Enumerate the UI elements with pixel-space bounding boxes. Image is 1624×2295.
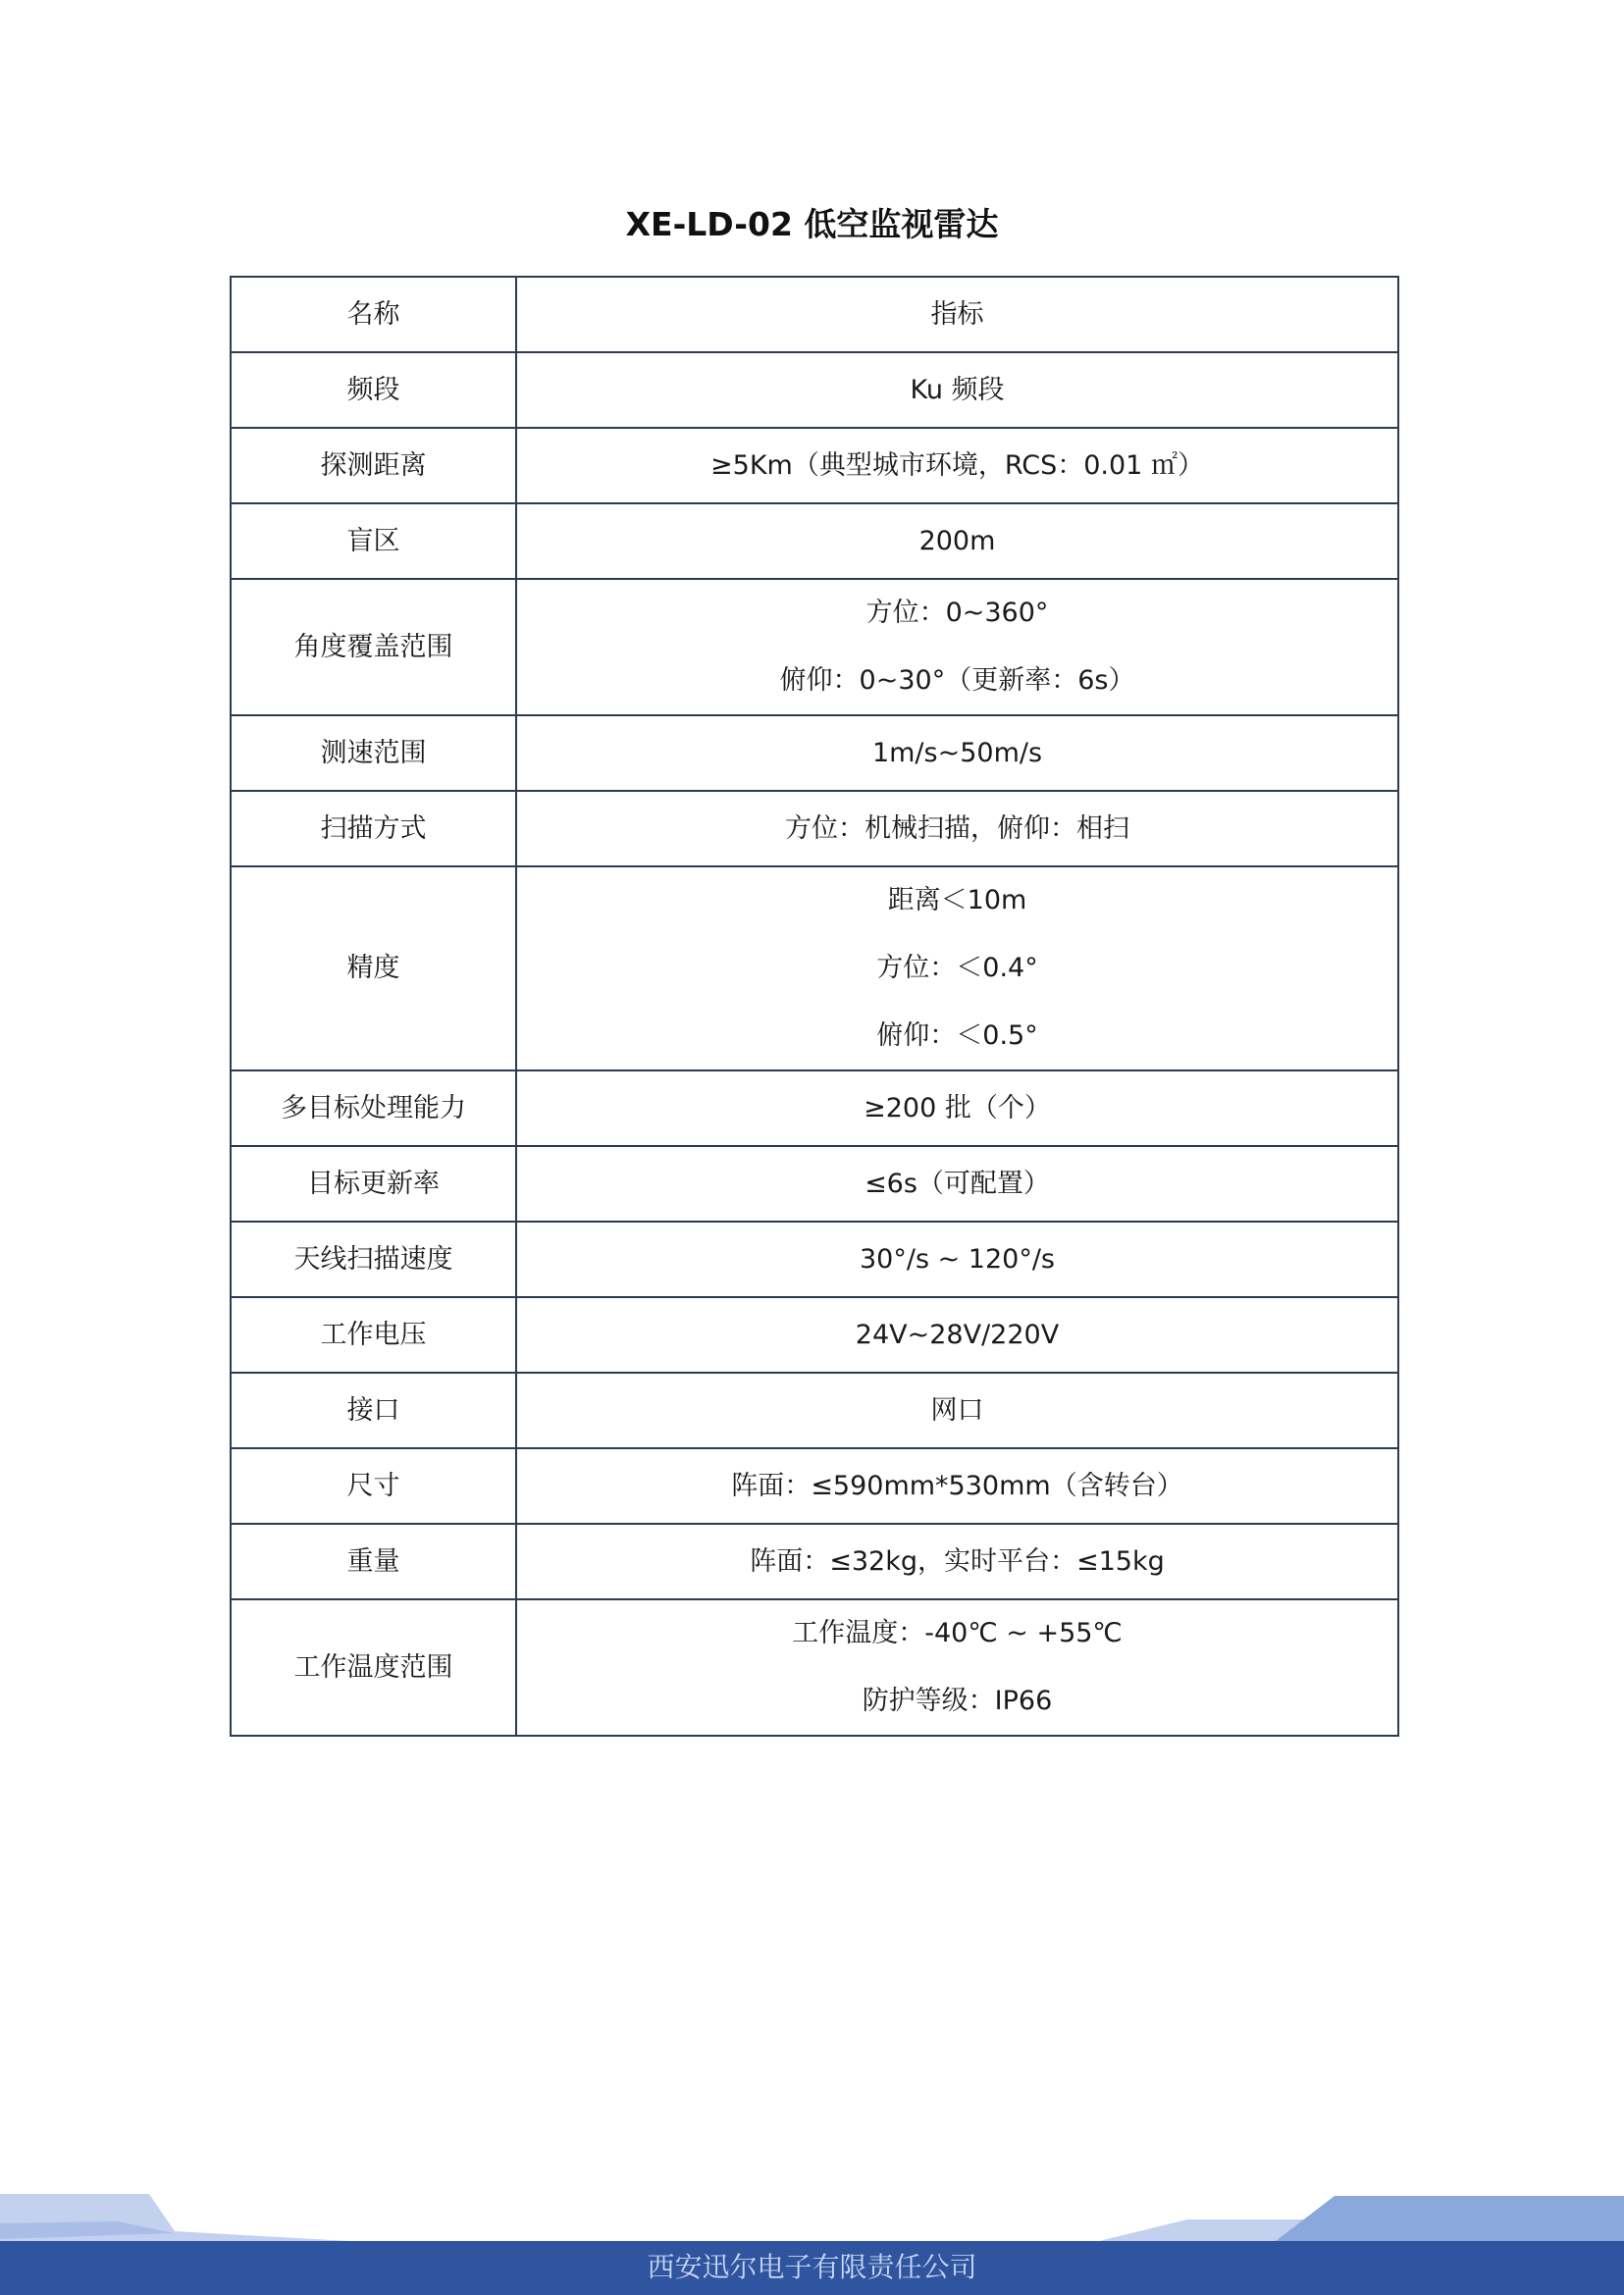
spec-name: 接口 [231, 1373, 516, 1448]
table-row [231, 1146, 1398, 1222]
spec-value-line: Ku 频段 [910, 374, 1005, 405]
spec-name: 工作温度范围 [231, 1599, 516, 1736]
spec-value-line: 距离＜10m [887, 885, 1027, 915]
spec-name: 工作电压 [231, 1297, 516, 1373]
spec-name: 扫描方式 [231, 791, 516, 866]
header-value-cell: 指标 [516, 277, 1398, 352]
page-title: XE-LD-02 低空监视雷达 [625, 205, 999, 243]
spec-value [516, 352, 1398, 428]
spec-name: 精度 [231, 866, 516, 1070]
spec-value [516, 1146, 1398, 1222]
spec-name: 探测距离 [231, 428, 516, 503]
spec-value [516, 428, 1398, 503]
spec-name: 目标更新率 [231, 1146, 516, 1222]
spec-value [516, 1297, 1398, 1373]
table-row [231, 428, 1398, 503]
spec-value-line: 200m [918, 525, 996, 556]
table-row [231, 1524, 1398, 1599]
spec-value-line: 方位：0~360° [865, 598, 1049, 628]
spec-value [516, 503, 1398, 579]
spec-value-line: 30°/s ~ 120°/s [859, 1243, 1055, 1275]
spec-value-line: ≥5Km（典型城市环境，RCS：0.01 ㎡） [710, 449, 1204, 481]
spec-name: 频段 [231, 352, 516, 428]
spec-value [516, 791, 1398, 866]
footer-company-name: 西安迅尔电子有限责任公司 [647, 2251, 977, 2283]
spec-value [516, 1599, 1398, 1736]
spec-value-line: 方位：机械扫描，俯仰：相扫 [785, 812, 1129, 844]
table-row [231, 1599, 1398, 1736]
table-row [231, 791, 1398, 866]
spec-value [516, 866, 1398, 1070]
table-row [231, 1297, 1398, 1373]
spec-name: 盲区 [231, 503, 516, 579]
table-row [231, 352, 1398, 428]
spec-value-line: 方位：＜0.4° [876, 953, 1038, 983]
table-row [231, 1448, 1398, 1524]
table-row [231, 1373, 1398, 1448]
spec-value [516, 579, 1398, 715]
spec-table [230, 276, 1399, 1737]
spec-value-line: 1m/s~50m/s [871, 737, 1043, 768]
spec-value [516, 715, 1398, 791]
spec-name: 多目标处理能力 [231, 1070, 516, 1146]
header-name-cell: 名称 [231, 277, 516, 352]
spec-name: 测速范围 [231, 715, 516, 791]
spec-name: 重量 [231, 1524, 516, 1599]
table-row [231, 503, 1398, 579]
table-row [231, 1222, 1398, 1297]
table-header-row [231, 277, 1398, 352]
spec-value-line: ≤6s（可配置） [864, 1168, 1050, 1199]
spec-value [516, 1070, 1398, 1146]
spec-value-line: 阵面：≤32kg，实时平台：≤15kg [750, 1545, 1165, 1577]
spec-name: 角度覆盖范围 [231, 579, 516, 715]
spec-value-line: 防护等级：IP66 [862, 1686, 1053, 1716]
footer-wave-right-mid [1276, 2196, 1624, 2241]
spec-value-line: 24V~28V/220V [855, 1319, 1060, 1350]
spec-value-line: 阵面：≤590mm*530mm（含转台） [731, 1470, 1183, 1501]
table-row [231, 1070, 1398, 1146]
spec-name: 尺寸 [231, 1448, 516, 1524]
table-row [231, 579, 1398, 715]
spec-value-line: 俯仰：＜0.5° [876, 1020, 1038, 1051]
spec-value [516, 1448, 1398, 1524]
spec-value-line: 工作温度：-40℃ ~ +55℃ [792, 1618, 1123, 1648]
spec-value [516, 1373, 1398, 1448]
spec-name: 天线扫描速度 [231, 1222, 516, 1297]
spec-value-line: 俯仰：0~30°（更新率：6s） [779, 665, 1135, 696]
spec-value [516, 1524, 1398, 1599]
table-row [231, 715, 1398, 791]
spec-value-line: 网口 [930, 1394, 984, 1426]
spec-value [516, 1222, 1398, 1297]
spec-value-line: ≥200 批（个） [864, 1092, 1051, 1123]
table-row [231, 866, 1398, 1070]
